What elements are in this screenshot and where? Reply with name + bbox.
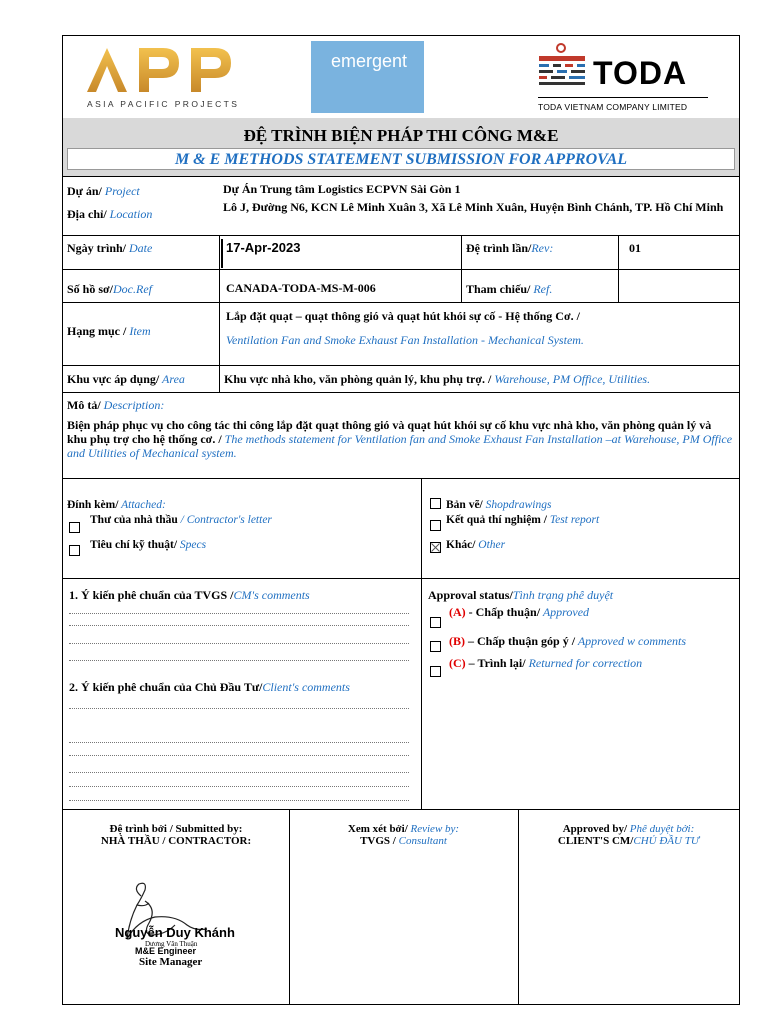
toda-emblem-icon	[533, 42, 591, 94]
comment-line[interactable]	[69, 742, 409, 743]
shopdrawings-label: Bản vẽ/ Shopdrawings	[446, 499, 552, 511]
divider	[63, 809, 739, 810]
comment-line[interactable]	[69, 755, 409, 756]
comment-line[interactable]	[69, 625, 409, 626]
cm-comments-label: 1. Ý kiến phê chuẩn của TVGS /CM's comments	[69, 588, 310, 602]
signer-name: Nguyễn Duy Khánh	[115, 925, 235, 940]
location-label: Địa chỉ/ Location	[67, 207, 153, 221]
app-logo	[77, 40, 247, 112]
divider	[63, 269, 739, 270]
approved-by: Approved by/ Phê duyệt bởi: CLIENT'S CM/CHỦ ĐẦU TƯ	[557, 823, 700, 847]
col-divider	[421, 478, 422, 809]
returned-label: (C) – Trình lại/ Returned for correction	[449, 656, 643, 670]
comment-line[interactable]	[69, 613, 409, 614]
divider	[63, 365, 739, 366]
specs-checkbox[interactable]	[69, 545, 80, 556]
reviewed-by: Xem xét bởi/ Review by: TVGS / Consultant	[347, 823, 460, 847]
date-value: 17-Apr-2023	[226, 240, 301, 255]
comment-line[interactable]	[69, 660, 409, 661]
title-band	[63, 118, 739, 176]
divider	[63, 578, 739, 579]
area-value: Khu vực nhà kho, văn phòng quản lý, khu phụ trợ. / Warehouse, PM Office, Utilities.	[224, 372, 651, 386]
comment-line[interactable]	[69, 643, 409, 644]
divider	[63, 478, 739, 479]
col-divider	[219, 365, 220, 392]
approved-with-comments-label: (B) – Chấp thuận góp ý / Approved w comments	[449, 634, 687, 648]
approved-label: (A) - Chấp thuận/ Approved	[449, 605, 590, 619]
approval-status-label: Approval status/Tình trạng phê duyệt	[428, 588, 614, 602]
title-vi: ĐỆ TRÌNH BIỆN PHÁP THI CÔNG M&E	[243, 126, 559, 145]
submitted-by: Đệ trình bởi / Submitted by: NHÀ THẦU / CONTRACTOR:	[100, 823, 252, 847]
comment-line[interactable]	[69, 800, 409, 801]
test-report-checkbox[interactable]	[430, 520, 441, 531]
col-divider	[618, 235, 619, 302]
attached-label: Đính kèm/ Attached:	[67, 499, 166, 511]
returned-checkbox[interactable]	[430, 666, 441, 677]
doc-ref-label: Số hồ sơ/Doc.Ref	[67, 282, 152, 296]
test-report-label: Kết quả thí nghiệm / Test report	[446, 514, 600, 526]
signer-title-2: Site Manager	[139, 956, 203, 968]
stamp-name: Dương Văn Thuận	[145, 940, 198, 948]
signer-title-1: M&E Engineer	[135, 946, 197, 956]
divider	[63, 302, 739, 303]
app-subtitle: ASIA PACIFIC PROJECTS	[87, 99, 240, 109]
toda-logo	[533, 40, 733, 116]
emergent-text: emergent	[331, 51, 408, 71]
rev-value: 01	[629, 241, 641, 255]
item-value-en: Ventilation Fan and Smoke Exhaust Fan Installation - Mechanical System.	[226, 333, 584, 347]
emergent-logo	[311, 41, 424, 113]
approved-with-comments-checkbox[interactable]	[430, 641, 441, 652]
doc-ref-value: CANADA-TODA-MS-M-006	[226, 281, 376, 295]
client-comments-label: 2. Ý kiến phê chuẩn của Chủ Đầu Tư/Client's comments	[69, 680, 350, 694]
form-page	[62, 35, 740, 1005]
project-label: Dự án/ Project	[67, 184, 140, 198]
description-label: Mô tả/ Description:	[67, 398, 165, 412]
date-cursor	[221, 239, 223, 268]
date-label: Ngày trình/ Date	[67, 241, 153, 255]
specs-label: Tiêu chí kỹ thuật/ Specs	[90, 539, 207, 551]
other-label: Khác/ Other	[446, 539, 506, 551]
comment-line[interactable]	[69, 708, 409, 709]
divider	[63, 235, 739, 236]
rev-label: Đệ trình lần/Rev:	[466, 241, 554, 255]
contractor-letter-label: Thư của nhà thầu / Contractor's letter	[90, 514, 272, 526]
other-checkbox[interactable]	[430, 542, 441, 553]
item-label: Hạng mục / Item	[67, 324, 151, 338]
toda-subtitle: TODA VIETNAM COMPANY LIMITED	[538, 102, 688, 112]
location-value: Lô J, Đường N6, KCN Lê Minh Xuân 3, Xã Lê Minh Xuân, Huyện Bình Chánh, TP. Hồ Chí Minh	[223, 200, 724, 214]
item-value-vi: Lắp đặt quạt – quạt thông gió và quạt hút khói sự cố - Hệ thống Cơ. /	[226, 309, 580, 323]
area-label: Khu vực áp dụng/ Area	[67, 372, 185, 386]
divider	[63, 176, 739, 177]
toda-name: TODA	[593, 55, 688, 91]
comment-line[interactable]	[69, 786, 409, 787]
comment-line[interactable]	[69, 772, 409, 773]
title-en: M & E METHODS STATEMENT SUBMISSION FOR APPROVAL	[174, 151, 628, 168]
shopdrawings-checkbox[interactable]	[430, 498, 441, 509]
project-value: Dự Án Trung tâm Logistics ECPVN Sài Gòn 1	[223, 182, 461, 196]
checked-x-icon	[431, 543, 440, 552]
contractor-letter-checkbox[interactable]	[69, 522, 80, 533]
divider	[63, 392, 739, 393]
col-divider	[219, 235, 220, 365]
description-text: Biện pháp phục vụ cho công tác thi công lắp đặt quạt thông gió và quạt hút khói sự cố khu vực nhà kho, văn phòng quản lý và khu phụ trợ cho hệ thống cơ. / The methods statement for Ventilation fan and Smoke Exhaust Fan Installation –at Warehouse, PM Office and Utilities of Mechanical system.	[67, 418, 733, 460]
toda-divider	[538, 97, 708, 98]
col-divider	[461, 235, 462, 302]
approved-checkbox[interactable]	[430, 617, 441, 628]
ref-label: Tham chiếu/ Ref.	[466, 282, 553, 296]
